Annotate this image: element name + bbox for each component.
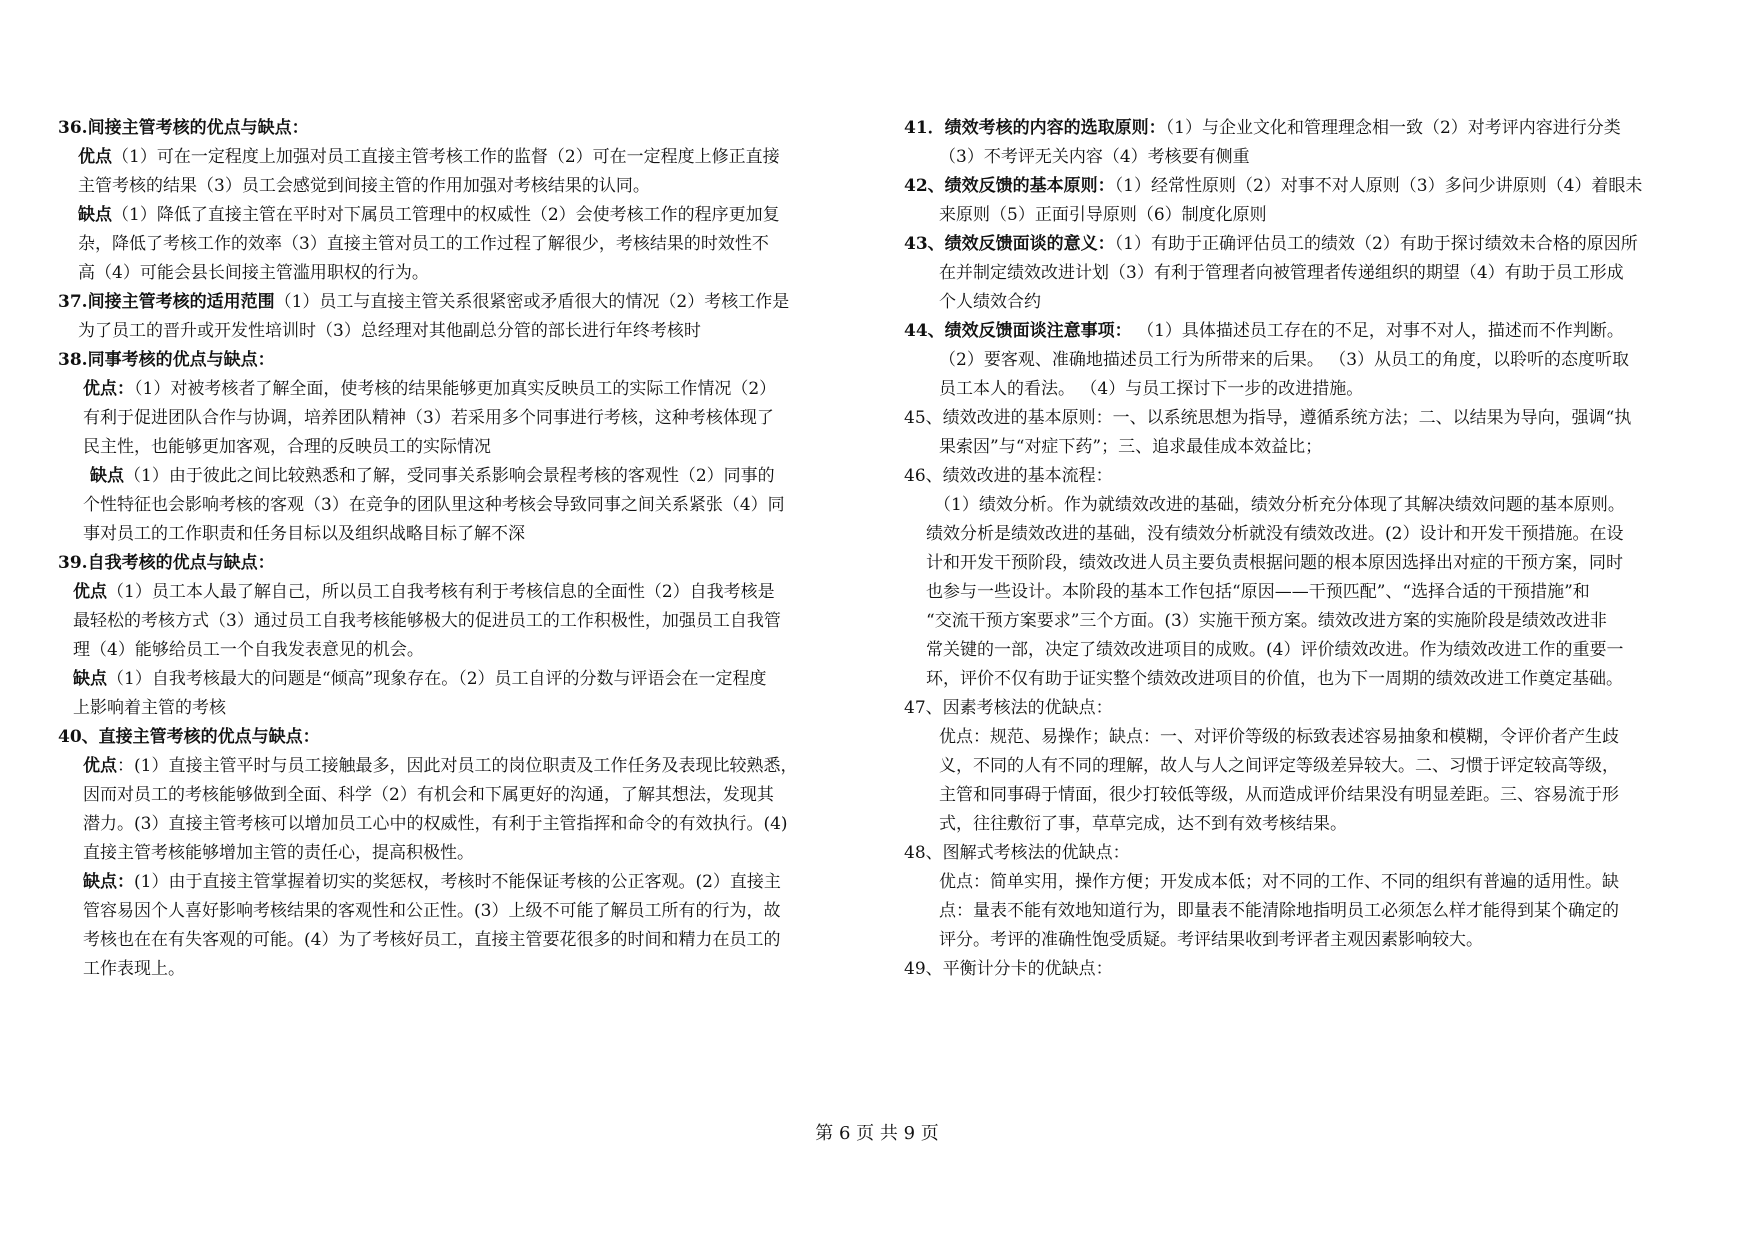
text-line: （1）绩效分析。作为就绩效改进的基础，绩效分析充分体现了其解决绩效问题的基本原则。	[934, 495, 1625, 515]
text-line: （3）不考评无关内容（4）考核要有侧重	[939, 147, 1250, 167]
text-line: 计和开发干预阶段，绩效改进人员主要负责根据问题的根本原因选择出对症的干预方案，同时	[926, 553, 1623, 573]
text-line: 个性特征也会影响考核的客观（3）在竞争的团队里这种考核会导致同事之间关系紧张（4）同	[83, 495, 785, 515]
text-line: 缺点（1）自我考核最大的问题是“倾高”现象存在。（2）员工自评的分数与评语会在一定程度	[73, 669, 767, 689]
text-line: 事对员工的工作职责和任务目标以及组织战略目标了解不深	[83, 524, 525, 544]
text-line: “交流干预方案要求”三个方面。(3）实施干预方案。绩效改进方案的实施阶段是绩效改进非	[926, 611, 1607, 631]
text-line: 缺点（1）降低了直接主管在平时对下属员工管理中的权威性（2）会使考核工作的程序更加复	[78, 205, 780, 225]
text-line: （2）要客观、准确地描述员工行为所带来的后果。 （3）从员工的角度，以聆听的态度听取	[939, 350, 1630, 370]
text-line: 有利于促进团队合作与协调，培养团队精神（3）若采用多个同事进行考核，这种考核体现了	[83, 408, 774, 428]
text-line: 点：量表不能有效地知道行为，即量表不能清除地指明员工必须怎么样才能得到某个确定的	[939, 901, 1619, 921]
text-line: 上影响着主管的考核	[73, 698, 226, 718]
text-line: 潜力。(3）直接主管考核可以增加员工心中的权威性，有利于主管指挥和命令的有效执行。(4)	[83, 814, 788, 834]
text-line: 杂，降低了考核工作的效率（3）直接主管对员工的工作过程了解很少，考核结果的时效性不	[78, 234, 769, 254]
text-line: 优点（1）员工本人最了解自己，所以员工自我考核有利于考核信息的全面性（2）自我考核是	[73, 582, 775, 602]
text-line: 在并制定绩效改进计划（3）有利于管理者向被管理者传递组织的期望（4）有助于员工形成	[939, 263, 1624, 283]
text-line: 优点：（1）对被考核者了解全面，使考核的结果能够更加真实反映员工的实际工作情况（2）	[83, 379, 777, 399]
text-line: 评分。考评的准确性饱受质疑。考评结果收到考评者主观因素影响较大。	[939, 930, 1483, 950]
text-line: 工作表现上。	[83, 959, 185, 979]
heading-38: 38.同事考核的优点与缺点：	[58, 350, 275, 370]
heading-40: 40、直接主管考核的优点与缺点：	[58, 727, 320, 747]
text-line: 果索因”与“对症下药”；三、追求最佳成本效益比；	[939, 437, 1323, 457]
text-line: 民主性，也能够更加客观，合理的反映员工的实际情况	[83, 437, 491, 457]
heading-49: 49、平衡计分卡的优缺点：	[904, 959, 1113, 979]
text-line: 义，不同的人有不同的理解，故人与人之间评定等级差异较大。二、习惯于评定较高等级，	[939, 756, 1619, 776]
heading-39: 39.自我考核的优点与缺点：	[58, 553, 275, 573]
page-footer: 第 6 页 共 9 页	[815, 1123, 939, 1144]
text-line: 来原则（5）正面引导原则（6）制度化原则	[939, 205, 1267, 225]
text-line: 直接主管考核能够增加主管的责任心，提高积极性。	[83, 843, 474, 863]
text-line: 式，往往敷衍了事，草草完成，达不到有效考核结果。	[939, 814, 1347, 834]
text-line: 最轻松的考核方式（3）通过员工自我考核能够极大的促进员工的工作积极性，加强员工自我管	[73, 611, 781, 631]
heading-37: 37.间接主管考核的适用范围（1）员工与直接主管关系很紧密或矛盾很大的情况（2）考核工作是	[58, 292, 790, 312]
heading-45: 45、绩效改进的基本原则：一、以系统思想为指导，遵循系统方法；二、以结果为导向，强调“执	[904, 408, 1632, 428]
heading-46: 46、绩效改进的基本流程：	[904, 466, 1113, 486]
heading-47: 47、因素考核法的优缺点：	[904, 698, 1113, 718]
text-line: 理（4）能够给员工一个自我发表意见的机会。	[73, 640, 424, 660]
text-line: 常关键的一部，决定了绩效改进项目的成败。(4）评价绩效改进。作为绩效改进工作的重要一	[926, 640, 1624, 660]
text-line: 绩效分析是绩效改进的基础，没有绩效分析就没有绩效改进。(2）设计和开发干预措施。在设	[926, 524, 1624, 544]
heading-42: 42、绩效反馈的基本原则：（1）经常性原则（2）对事不对人原则（3）多问少讲原则（4）着眼未	[904, 176, 1643, 196]
text-line: 优点：规范、易操作；缺点：一、对评价等级的标致表述容易抽象和模糊，令评价者产生歧	[939, 727, 1619, 747]
text-line: 个人绩效合约	[939, 292, 1041, 312]
text-line: 考核也在在有失客观的可能。(4）为了考核好员工，直接主管要花很多的时间和精力在员工的	[83, 930, 781, 950]
heading-48: 48、图解式考核法的优缺点：	[904, 843, 1130, 863]
heading-44: 44、绩效反馈面谈注意事项： （1）具体描述员工存在的不足，对事不对人，描述而不作判断。	[904, 321, 1624, 341]
heading-43: 43、绩效反馈面谈的意义：（1）有助于正确评估员工的绩效（2）有助于探讨绩效未合格的原因所	[904, 234, 1638, 254]
text-line: 主管和同事碍于情面，很少打较低等级，从而造成评价结果没有明显差距。三、容易流于形	[939, 785, 1619, 805]
heading-36: 36.间接主管考核的优点与缺点：	[58, 118, 309, 138]
text-line: 缺点：(1）由于直接主管掌握着切实的奖惩权，考核时不能保证考核的公正客观。(2）直接主	[83, 872, 781, 892]
text-line: 管容易因个人喜好影响考核结果的客观性和公正性。(3）上级不可能了解员工所有的行为，故	[83, 901, 781, 921]
text-line: 高（4）可能会县长间接主管滥用职权的行为。	[78, 263, 429, 283]
text-line: 主管考核的结果（3）员工会感觉到间接主管的作用加强对考核结果的认同。	[78, 176, 650, 196]
text-line: 为了员工的晋升或开发性培训时（3）总经理对其他副总分管的部长进行年终考核时	[78, 321, 701, 341]
text-line: 优点（1）可在一定程度上加强对员工直接主管考核工作的监督（2）可在一定程度上修正直接	[78, 147, 780, 167]
heading-41: 41．绩效考核的内容的选取原则：（1）与企业文化和管理理念相一致（2）对考评内容进行分类	[904, 118, 1621, 138]
text-line: 环，评价不仅有助于证实整个绩效改进项目的价值，也为下一周期的绩效改进工作奠定基础。	[926, 669, 1623, 689]
text-line: 优点：(1）直接主管平时与员工接触最多，因此对员工的岗位职责及工作任务及表现比较熟悉，	[83, 756, 798, 776]
text-line: 员工本人的看法。 （4）与员工探讨下一步的改进措施。	[939, 379, 1364, 399]
text-line: 也参与一些设计。本阶段的基本工作包括“原因——干预匹配”、“选择合适的干预措施”和	[926, 582, 1590, 602]
text-line: 优点：简单实用，操作方便；开发成本低；对不同的工作、不同的组织有普遍的适用性。缺	[939, 872, 1619, 892]
text-line: 缺点（1）由于彼此之间比较熟悉和了解，受同事关系影响会景程考核的客观性（2）同事的	[90, 466, 775, 486]
text-line: 因而对员工的考核能够做到全面、科学（2）有机会和下属更好的沟通，了解其想法，发现其	[83, 785, 774, 805]
